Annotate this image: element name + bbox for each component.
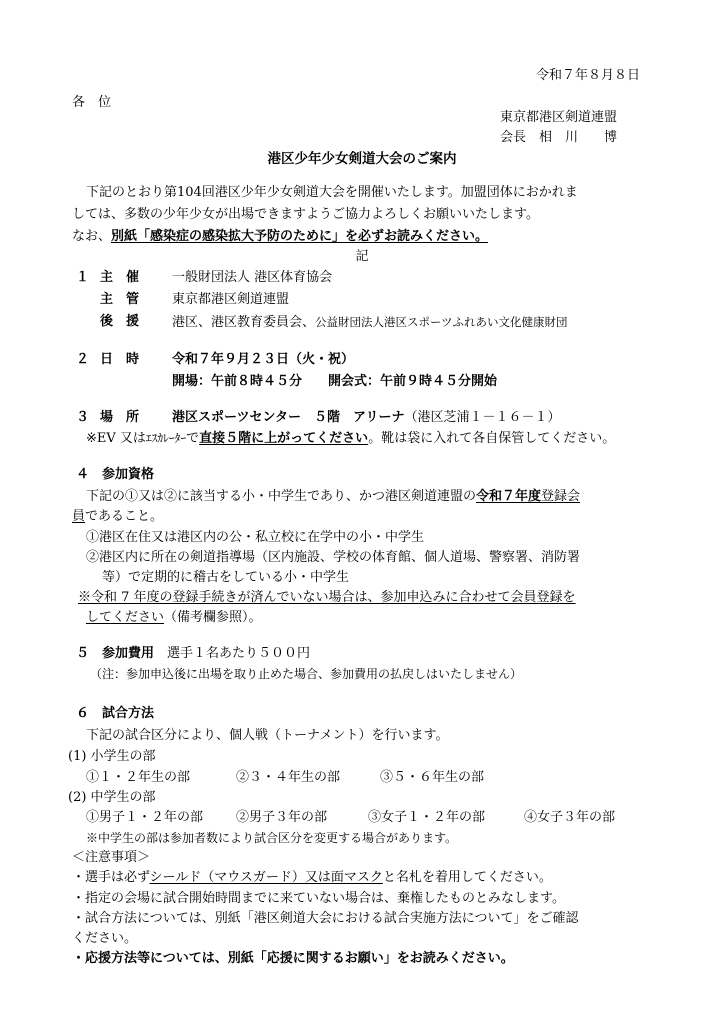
sec3-note-c: で bbox=[186, 431, 200, 446]
sec3-address: （港区芝浦１－１６－１） bbox=[404, 410, 561, 425]
sec3-note-emphasis: 直接５階に上がってください bbox=[199, 431, 369, 446]
sec4-line-1 bbox=[86, 489, 580, 505]
sec4-line-2 bbox=[72, 509, 163, 525]
sec4-note-1: ※令和 7 年度の登録手続きが済んでいない場合は、参加申込みに合わせて会員登録を bbox=[78, 590, 576, 605]
sec5-heading: ５ 参加費用 bbox=[76, 646, 155, 661]
ki-marker: 記 bbox=[355, 249, 369, 264]
sec6-elementary-item-1: ①１・２年生の部 bbox=[86, 770, 191, 785]
sec6-elementary-item-3: ③５・６年生の部 bbox=[380, 770, 485, 785]
sec1-support-label: 後 援 bbox=[100, 314, 140, 329]
sec1-support-a: 港区、港区教育委員会、 bbox=[172, 315, 316, 330]
sec4-fiscal-year-emphasis: 令和７年度 bbox=[476, 489, 542, 504]
sec4-line-1-a: 下記の①又は②に該当する小・中学生であり、かつ港区剣道連盟の bbox=[86, 489, 477, 504]
sec3-venue: 港区スポーツセンター ５階 アリーナ bbox=[172, 410, 405, 425]
intro-line-2: しては、多数の少年少女が出場できますようご協力よろしくお願いいたします。 bbox=[72, 207, 539, 222]
sec6-middle-item-1: ①男子１・２年の部 bbox=[86, 810, 204, 825]
document-date: 令和７年８月８日 bbox=[535, 68, 640, 83]
sec5-line bbox=[76, 646, 310, 662]
sec3-note-d: 。靴は袋に入れて各自保管してください。 bbox=[368, 431, 616, 446]
sec6-middle-item-3: ③女子１・２年の部 bbox=[368, 810, 486, 825]
sec4-line-2-a: 員 bbox=[72, 509, 86, 524]
sec2-label: 日 時 bbox=[100, 352, 140, 367]
infection-notice-emphasis: 別紙「感染症の感染拡大予防のために」を必ずお読みください。 bbox=[111, 229, 489, 244]
sec4-line-1-c: 登録会 bbox=[541, 489, 581, 504]
notes-heading: ＜注意事項＞ bbox=[72, 850, 151, 865]
sec4-item-2a: ②港区内に所在の剣道指導場（区内施設、学校の体育館、個人道場、警察署、消防署 bbox=[86, 550, 581, 565]
sec1-number: １ bbox=[76, 270, 90, 285]
intro-line-1: 下記のとおり第104回港区少年少女剣道大会を開催いたします。加盟団体におかれま bbox=[86, 185, 578, 200]
intro-line-3-prefix: なお、 bbox=[72, 229, 112, 244]
sec5-note: （注：参加申込後に出場を取り止めた場合、参加費用の払戻しはいたしません） bbox=[90, 667, 523, 681]
sec1-host: 一般財団法人 港区体育協会 bbox=[172, 270, 333, 285]
sec6-middle-item-2: ②男子３年の部 bbox=[236, 810, 328, 825]
sec1-manage: 東京都港区剣道連盟 bbox=[172, 292, 290, 307]
sec5-fee: 選手１名あたり５００円 bbox=[167, 646, 311, 661]
sec4-note-2 bbox=[86, 610, 262, 626]
sec2-date: 令和７年９月２３日（火・祝） bbox=[172, 352, 355, 367]
sec3-venue-line bbox=[172, 410, 560, 426]
notes-item-3b: ください。 bbox=[72, 931, 138, 946]
sec4-note-2-b: （備考欄参照）。 bbox=[164, 610, 262, 625]
sec1-support bbox=[172, 314, 568, 331]
sec6-heading: ６ 試合方法 bbox=[76, 706, 155, 721]
sec1-support-b: 公益財団法人港区スポーツふれあい文化健康財団 bbox=[315, 315, 568, 329]
sec2-time: 開場：午前８時４５分 開会式：午前９時４５分開始 bbox=[172, 374, 498, 389]
sec3-label: 場 所 bbox=[100, 410, 140, 425]
sec3-note-escalator: ｴｽｶﾚｰﾀｰ bbox=[145, 431, 187, 445]
sec4-item-2b: 等）で定期的に稽古をしている小・中学生 bbox=[102, 570, 350, 585]
sec3-number: ３ bbox=[76, 410, 90, 425]
sec6-elementary-label: (1) 小学生の部 bbox=[68, 749, 156, 764]
notes-item-1 bbox=[72, 870, 552, 886]
notes-item-2: ・指定の会場に試合開始時間までに来ていない場合は、棄権したものとみなします。 bbox=[72, 891, 565, 906]
addressee: 各 位 bbox=[72, 95, 112, 110]
sec3-note bbox=[86, 430, 615, 447]
notes-item-1-b: と名札を着用してください。 bbox=[382, 870, 552, 885]
intro-line-3 bbox=[72, 229, 488, 245]
document-title: 港区少年少女剣道大会のご案内 bbox=[267, 151, 457, 167]
sender-name: 会長 相 川 博 bbox=[500, 130, 618, 145]
sec1-manage-label: 主 管 bbox=[100, 292, 140, 307]
notes-item-1-mask: 面マスク bbox=[330, 870, 383, 885]
notes-item-1-shield: シールド（マウスガード）又は bbox=[149, 870, 331, 885]
sec4-line-2-b: であること。 bbox=[85, 509, 164, 524]
sec6-middle-item-4: ④女子３年の部 bbox=[524, 810, 616, 825]
sec6-middle-label: (2) 中学生の部 bbox=[68, 790, 156, 805]
sec4-note-2-a: してください bbox=[86, 610, 165, 625]
notes-item-3a: ・試合方法については、別紙「港区剣道大会における試合実施方法について」をご確認 bbox=[72, 911, 579, 926]
sec6-description: 下記の試合区分により、個人戦（トーナメント）を行います。 bbox=[86, 728, 449, 743]
sec1-host-label: 主 催 bbox=[100, 270, 140, 285]
sec4-heading: ４ 参加資格 bbox=[76, 467, 155, 482]
sec3-note-a: ※EV 又は bbox=[86, 431, 146, 446]
notes-item-4: ・応援方法等については、別紙「応援に関するお願い」をお読みください。 bbox=[72, 951, 514, 966]
sec6-middle-note: ※中学生の部は参加者数により試合区分を変更する場合があります。 bbox=[86, 831, 458, 845]
sender-organization: 東京都港区剣道連盟 bbox=[500, 110, 618, 125]
sec6-elementary-item-2: ②３・４年生の部 bbox=[236, 770, 341, 785]
sec2-number: ２ bbox=[76, 352, 90, 367]
notes-item-1-a: ・選手は必ず bbox=[72, 870, 150, 885]
sec4-item-1: ①港区在住又は港区内の公・私立校に在学中の小・中学生 bbox=[86, 530, 425, 545]
